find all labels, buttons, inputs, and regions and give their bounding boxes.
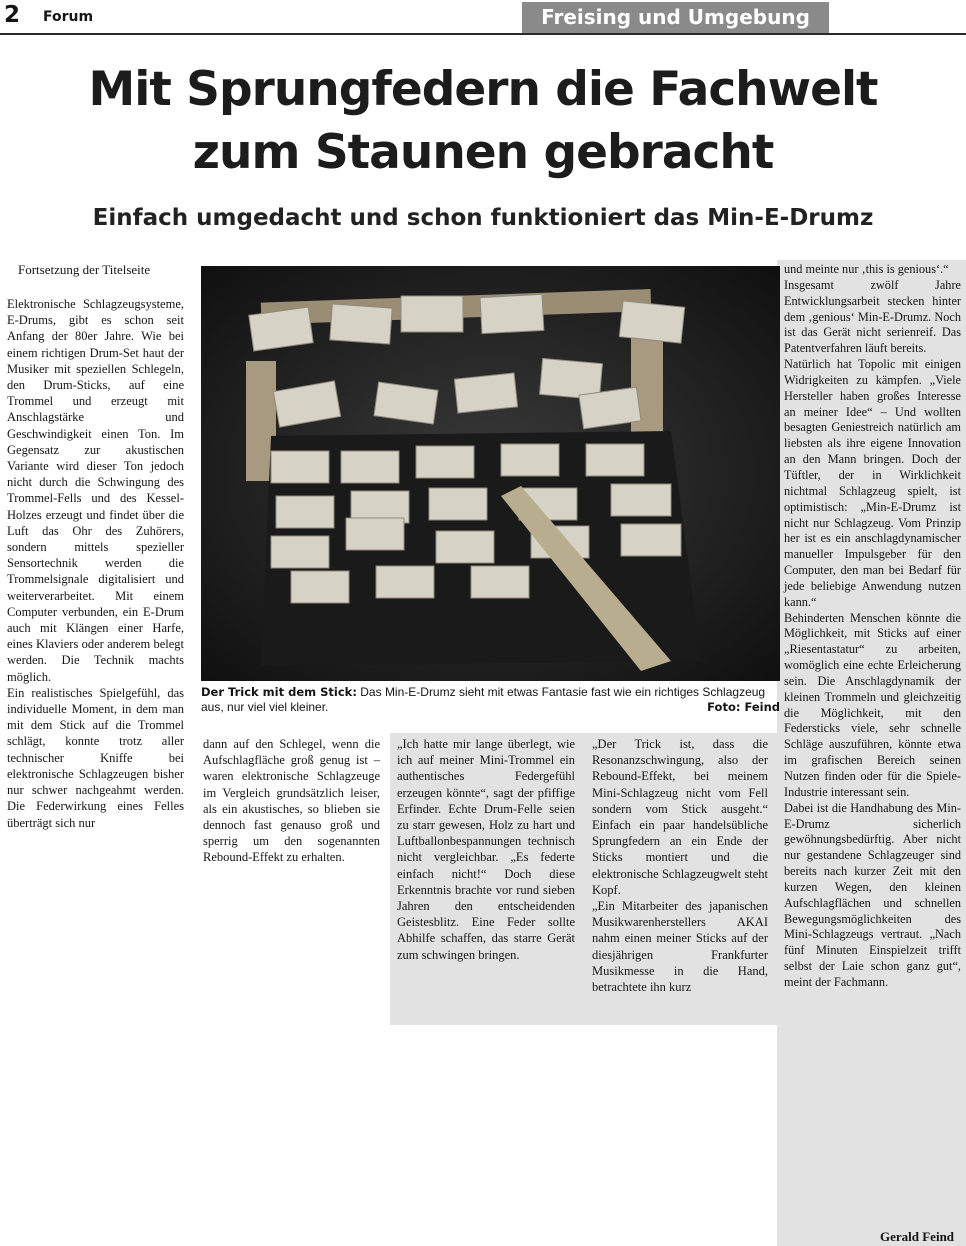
headline bbox=[0, 58, 966, 184]
paragraph: Ein realistisches Spielgefühl, das individuelle Moment, in dem man mit dem Stick auf die Trommel schlägt, konnte trotz aller technischer Kniffe bei elektronische Schlagzeugen bisher nur schwer nachgeahmt werden. Die Federwirkung eines Felles überträgt sich nur bbox=[7, 685, 184, 830]
paragraph: Behinderten Menschen könnte die Möglichkeit, mit Sticks auf einer „Riesentastatur“ zu arbeiten, womöglich eine echte Erleicherung sein. Die Anschlagdynamik der kleinen Trommeln und gleichzeitig die Möglichkeit, mit den Federsticks viele, sehr schnelle Schläge auszuführen, könnte etwa im grafischen Bereich seinen Nutzen finden oder für die Spiele-Industrie interessant sein. bbox=[784, 610, 961, 799]
ressort-banner: Freising und Umgebung bbox=[522, 2, 829, 33]
paragraph: Dabei ist die Handhabung des Min-E-Drumz sicherlich gewöhnungsbedürftig. Aber nicht nur gestandene Schlagzeuger sind bereits nach kurzer Zeit mit den kurzen Wegen, den kleinen Aufschlagflächen und schnellen Bewegungsmöglichkeiten des Mini-Schlagzeugs vertraut. „Nach fünf Minuten Einspielzeit trifft selbst der Laie schon ganz gut“, meint der Fachmann. bbox=[784, 800, 961, 989]
headline-line-1: Mit Sprungfedern die Fachwelt bbox=[88, 62, 878, 117]
paragraph: dann auf den Schlegel, wenn die Aufschlagfläche groß genug ist – waren elektronische Schlagzeuge im Vergleich grundsätzlich leiser, als ein akustisches, so blieben sie dennoch fast genauso groß und sperrig um den sogenannten Rebound-Effekt zu erhalten. bbox=[203, 737, 380, 865]
text-column-5 bbox=[784, 262, 961, 991]
drum-kit-photo bbox=[201, 266, 780, 681]
text-column-1 bbox=[7, 296, 184, 831]
paragraph: Natürlich hat Topolic mit einigen Widrigkeiten zu kämpfen. „Viele Hersteller haben großes Interesse an meiner Idee“ – Und wollten besagten Geniestreich natürlich am liebsten als ihre eigene Innovation an den Mann bringen. Doch der Tüftler, der in Wirklichkeit nichtmal Schlagzeug spielt, ist optimistisch: „Min-E-Drumz ist nicht nur Schlagzeug. Vom Prinzip her ist es ein anschlagdynamischer manueller Impulsgeber für den Computer, den man bei Bedarf für jede beliebige Anwendung nutzen kann.“ bbox=[784, 357, 961, 609]
photo-credit: Foto: Feind bbox=[707, 700, 780, 714]
paragraph: Insgesamt zwölf Jahre Entwicklungsarbeit stecken hinter dem ‚genious‘ Min-E-Drumz. Noch ist das Gerät nicht serienreif. Das Patentverfahren läuft bereits. bbox=[784, 277, 961, 356]
author-byline: Gerald Feind bbox=[880, 1229, 955, 1244]
page-number: 2 bbox=[4, 2, 21, 28]
paragraph: „Der Trick ist, dass die Resonanzschwingung, also der Rebound-Effekt, bei meinem Mini-Schlagzeug nicht vom Fell sondern vom Stick ausgeht.“ Einfach ein paar handelsübliche Sprungfedern an ein Ende der Sticks montiert und die elektronische Schlagzeugwelt steht Kopf. bbox=[592, 737, 768, 897]
paragraph: „Ich hatte mir lange überlegt, wie ich auf meiner Mini-Trommel ein authentisches Federgefühl erzeugen könnte“, sagt der pfiffige Erfinder. Echte Drum-Felle seien zu starr gewesen, Holz zu hart und Luftballonbespannungen technisch nicht vergleichbar. „Es federte einfach nicht!“ Doch diese Erkenntnis brachte vor rund sieben Jahren den entscheidenden Geistesblitz. Eine Feder sollte Abhilfe schaffen, das starre Gerät zum schwingen bringen. bbox=[397, 737, 575, 962]
text-column-4 bbox=[592, 736, 768, 995]
text-column-3 bbox=[397, 736, 575, 963]
caption-text: Das Min-E-Drumz sieht mit etwas Fantasie fast wie ein richtiges Schlagzeug aus, nur viel viel kleiner. bbox=[201, 685, 766, 714]
paragraph: und meinte nur ‚this is genious‘.“ bbox=[784, 262, 949, 276]
photo-caption bbox=[201, 685, 780, 715]
header-rule bbox=[0, 33, 966, 35]
continuation-note: Fortsetzung der Titelseite bbox=[18, 262, 151, 277]
text-column-2 bbox=[203, 736, 380, 866]
article-photo bbox=[201, 266, 780, 681]
section-label: Forum bbox=[43, 9, 94, 25]
paragraph: „Ein Mitarbeiter des japanischen Musikwarenherstellers AKAI nahm einen meiner Sticks auf der diesjährigen Frankfurter Musikmesse in die Hand, betrachtete ihn kurz bbox=[592, 899, 768, 995]
paragraph: Elektronische Schlagzeugsysteme, E-Drums, gibt es schon seit Anfang der 80er Jahre. Wie bei einem richtigen Drum-Set haut der Musiker mit speziellen Schlegeln, den Drum-Sticks, auf eine Trommel und erzeugt mit Anschlagstärke und Geschwindigkeit einen Ton. Im Gegensatz zur akustischen Variante wird dieser Ton jedoch nicht durch die Schwingung des Trommel-Fells und des Kessel-Holzes erzeugt und findet über die Luft das Ohr des Zuhörers, sondern mittels spezieller Sensortechnik werden die Trommelsignale digitalisiert und weiterverarbeitet. Mit einem Computer verbunden, ein E-Drum auch mit Klängen einer Harfe, eines Klaviers oder anderem belegt werden. Die Technik machts möglich. bbox=[7, 297, 184, 684]
headline-line-2: zum Staunen gebracht bbox=[192, 125, 774, 180]
subheadline: Einfach umgedacht und schon funktioniert das Min-E-Drumz bbox=[92, 205, 874, 231]
caption-lead: Der Trick mit dem Stick: bbox=[201, 685, 357, 699]
